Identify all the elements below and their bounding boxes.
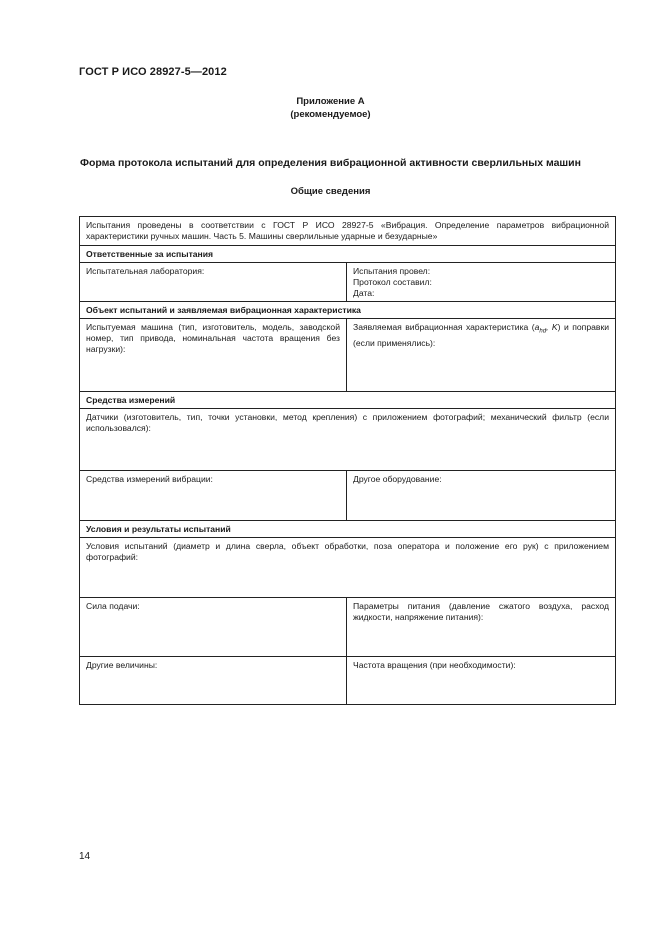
conditions-heading: Условия и результаты испытаний	[80, 521, 616, 538]
machine-field[interactable]	[80, 319, 347, 392]
section-title: Общие сведения	[290, 186, 371, 197]
conducted-by-label: Испытания провел:	[353, 266, 431, 276]
date-label: Дата:	[353, 288, 375, 298]
document-header: ГОСТ Р ИСО 28927-5—2012	[79, 66, 227, 78]
declared-value-field[interactable]	[347, 319, 616, 392]
sensors-field[interactable]	[80, 409, 616, 471]
sensors-label: Датчики (изготовитель, тип, точки установки, метод крепления) с приложением фотографий; механический фильтр (если использовался):	[86, 412, 609, 433]
rotation-speed-field[interactable]	[347, 657, 616, 705]
power-parameters-field[interactable]	[347, 598, 616, 657]
feed-force-field[interactable]	[80, 598, 347, 657]
responsible-heading: Ответственные за испытания	[80, 246, 616, 263]
test-conditions-field[interactable]	[80, 538, 616, 598]
lab-field[interactable]	[80, 263, 347, 302]
report-by-label: Протокол составил:	[353, 277, 432, 287]
vibration-instruments-label: Средства измерений вибрации:	[86, 474, 213, 484]
power-parameters-label: Параметры питания (давление сжатого воздуха, расход жидкости, напряжение питания):	[353, 601, 609, 622]
declared-value-label: Заявляемая вибрационная характеристика ($a_{hd}$, K) и поправки (если применялись):	[353, 322, 610, 348]
lab-label: Испытательная лаборатория:	[86, 266, 205, 276]
vibration-instruments-field[interactable]	[80, 471, 347, 521]
other-equipment-field[interactable]	[347, 471, 616, 521]
page-number: 14	[79, 851, 91, 862]
machine-label: Испытуемая машина (тип, изготовитель, модель, заводской номер, тип привода, номинальная частота вращения без нагрузки):	[86, 322, 340, 354]
annex-status: (рекомендуемое)	[290, 109, 371, 120]
annex-title: Приложение А	[296, 96, 365, 107]
test-report-form	[79, 216, 616, 705]
other-values-field[interactable]	[80, 657, 347, 705]
annex-heading	[0, 95, 661, 121]
feed-force-label: Сила подачи:	[86, 601, 140, 611]
responsible-persons-field[interactable]	[347, 263, 616, 302]
test-conditions-label: Условия испытаний (диаметр и длина сверла, объект обработки, поза оператора и положение его рук) с приложением фотографий:	[86, 541, 609, 562]
object-heading: Объект испытаний и заявляемая вибрационная характеристика	[80, 302, 616, 319]
other-equipment-label: Другое оборудование:	[353, 474, 442, 484]
other-values-label: Другие величины:	[86, 660, 158, 670]
measurement-heading: Средства измерений	[80, 392, 616, 409]
rotation-speed-label: Частота вращения (при необходимости):	[353, 660, 516, 670]
intro-cell: Испытания проведены в соответствии с ГОСТ Р ИСО 28927-5 «Вибрация. Определение параметров вибрационной характеристики ручных машин. Часть 5. Машины сверлильные ударные и безударные»	[80, 217, 616, 246]
form-title: Форма протокола испытаний для определения вибрационной активности сверлильных машин	[80, 157, 581, 169]
